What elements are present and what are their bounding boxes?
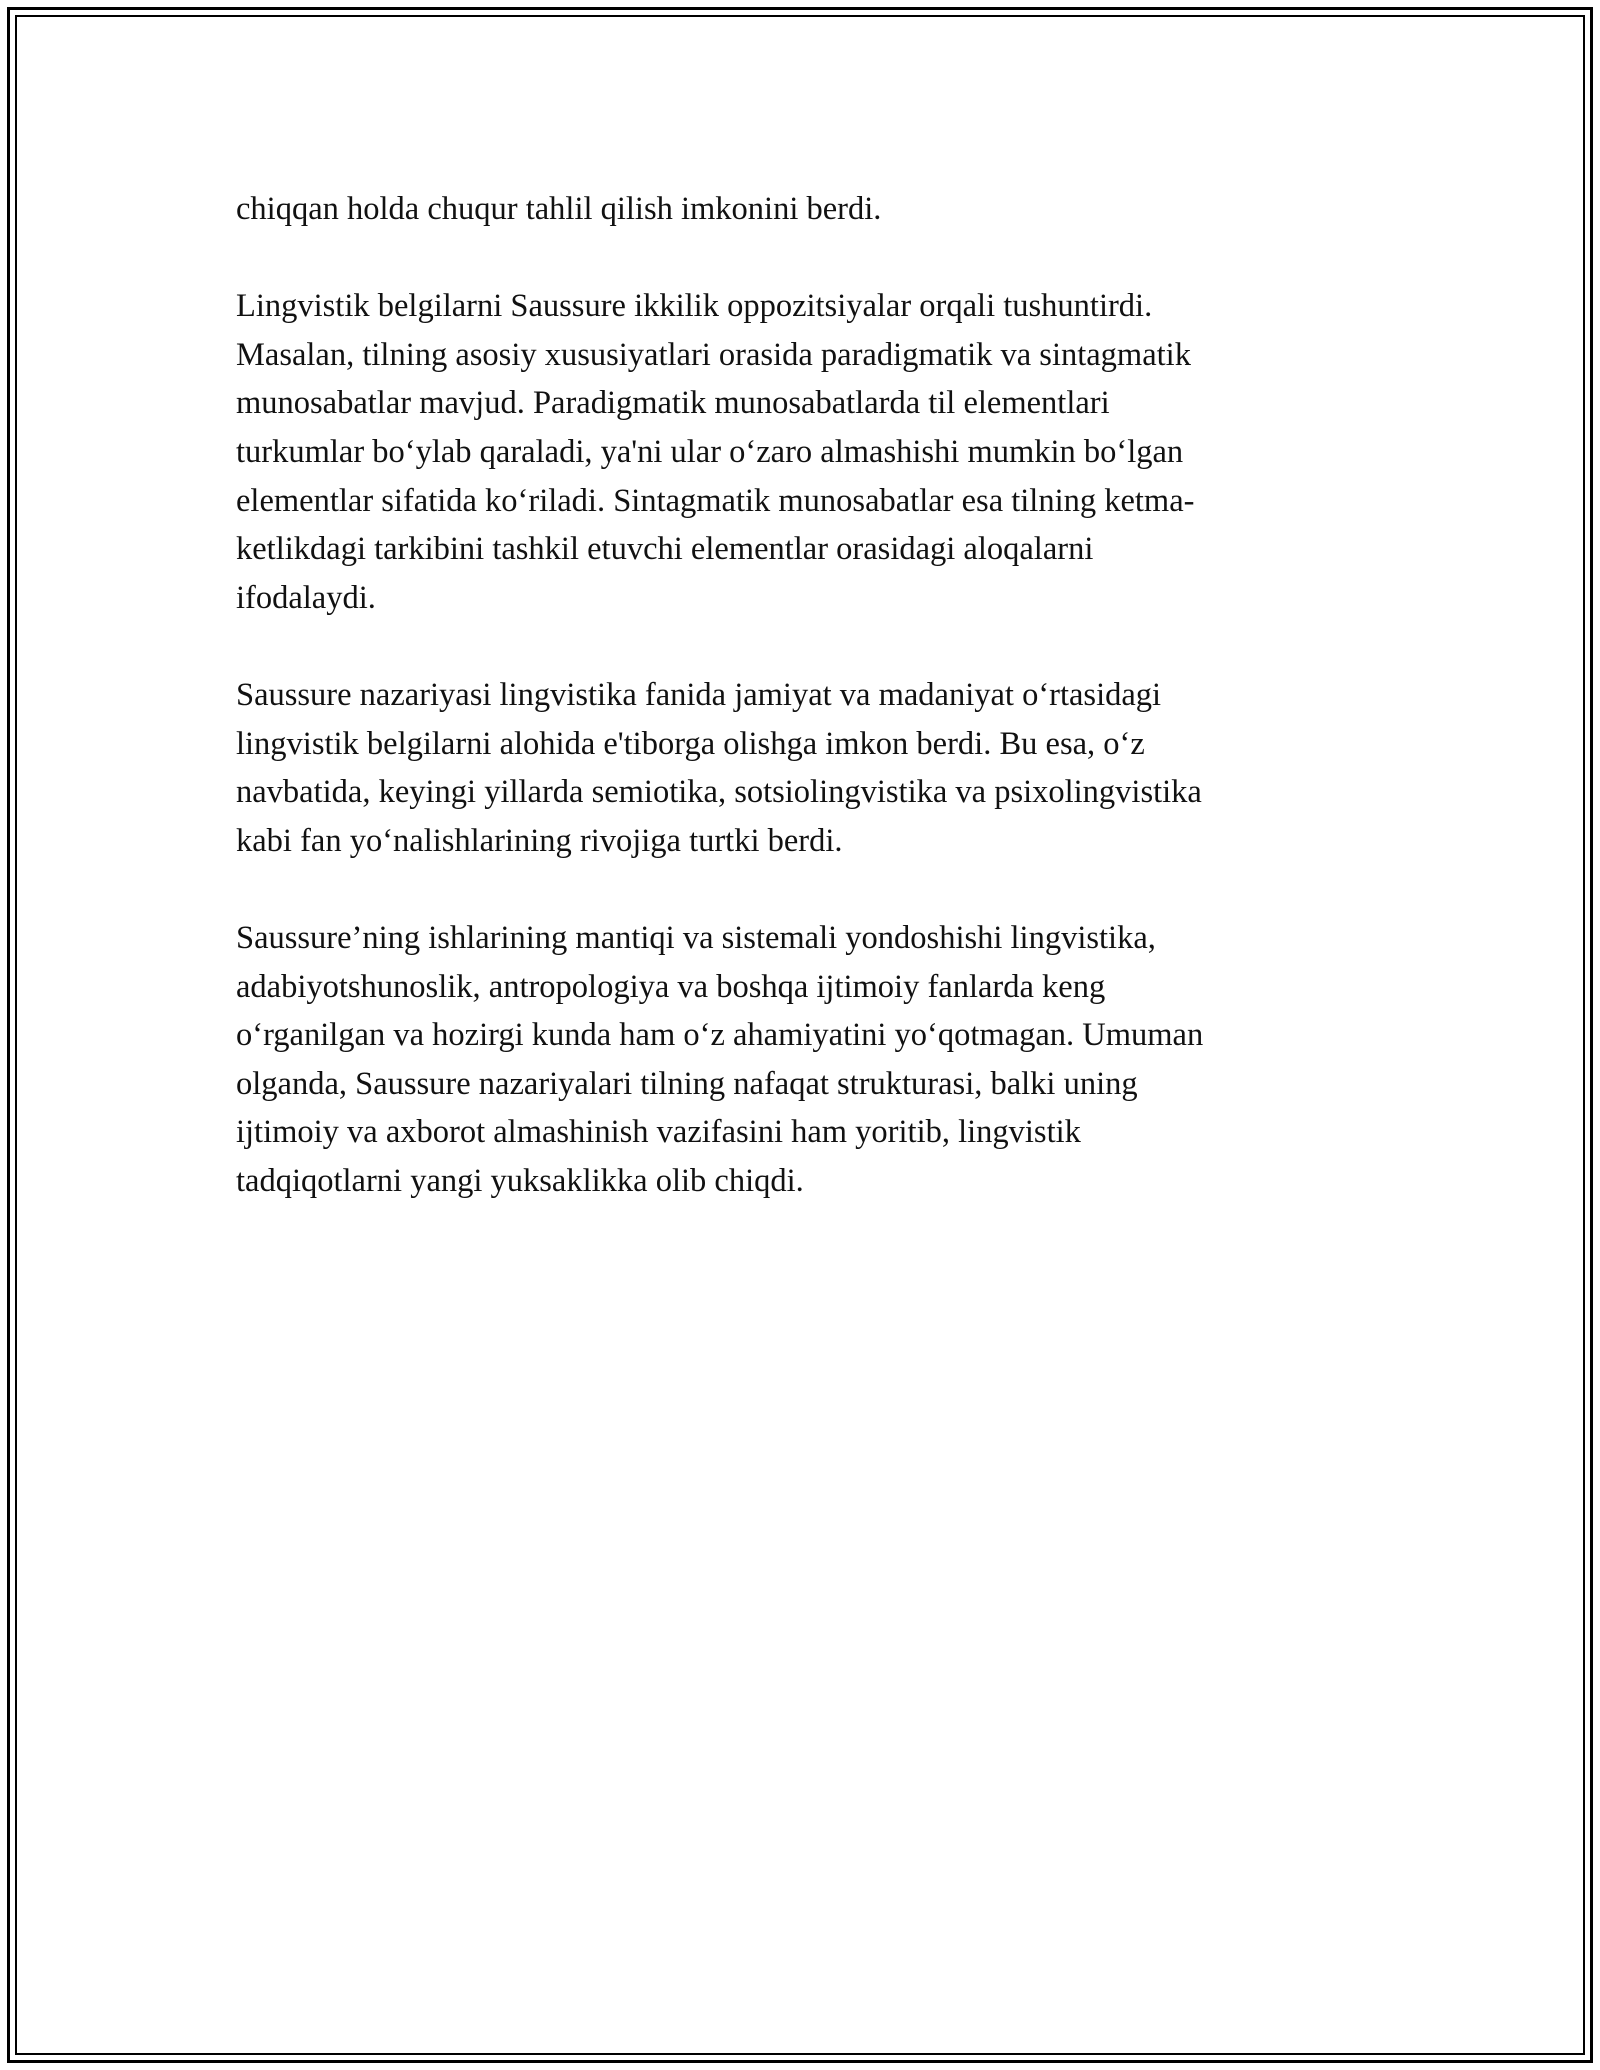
document-body: [236, 185, 1348, 1254]
text-line: navbatida, keyingi yillarda semiotika, sotsiolingvistika va psixolingvistika: [236, 774, 1202, 811]
text-line: chiqqan holda chuqur tahlil qilish imkonini berdi.: [236, 191, 882, 227]
text-line: Saussure nazariyasi lingvistika fanida jamiyat va madaniyat oʻrtasidagi: [236, 676, 1162, 713]
paragraph-2: [236, 282, 1348, 622]
paragraph-1: [236, 185, 1348, 234]
text-line: lingvistik belgilarni alohida e'tiborga olishga imkon berdi. Bu esa, oʻz: [236, 725, 1145, 762]
paragraph-3: [236, 671, 1348, 865]
text-line: elementlar sifatida koʻriladi. Sintagmatik munosabatlar esa tilning ketma-: [236, 482, 1195, 519]
text-line: oʻrganilgan va hozirgi kunda ham oʻz ahamiyatini yoʻqotmagan. Umuman: [236, 1017, 1204, 1054]
text-line: tadqiqotlarni yangi yuksaklikka olib chiqdi.: [236, 1162, 804, 1199]
text-line: Masalan, tilning asosiy xususiyatlari orasida paradigmatik va sintagmatik: [236, 336, 1191, 373]
text-line: adabiyotshunoslik, antropologiya va boshqa ijtimoiy fanlarda keng: [236, 968, 1106, 1005]
text-line: ketlikdagi tarkibini tashkil etuvchi elementlar orasidagi aloqalarni: [236, 531, 1094, 568]
text-line: Saussure’ning ishlarining mantiqi va sistemali yondoshishi lingvistika,: [236, 919, 1156, 956]
text-line: munosabatlar mavjud. Paradigmatik munosabatlarda til elementlari: [236, 385, 1110, 422]
text-line: kabi fan yoʻnalishlarining rivojiga turtki berdi.: [236, 822, 843, 859]
text-line: ifodalaydi.: [236, 579, 376, 616]
paragraph-4: [236, 914, 1348, 1206]
text-line: Lingvistik belgilarni Saussure ikkilik oppozitsiyalar orqali tushuntirdi.: [236, 288, 1153, 325]
text-line: turkumlar boʻylab qaraladi, ya'ni ular oʻzaro almashishi mumkin boʻlgan: [236, 433, 1184, 470]
text-line: olganda, Saussure nazariyalari tilning nafaqat strukturasi, balki uning: [236, 1065, 1138, 1102]
text-line: ijtimoiy va axborot almashinish vazifasini ham yoritib, lingvistik: [236, 1114, 1081, 1151]
